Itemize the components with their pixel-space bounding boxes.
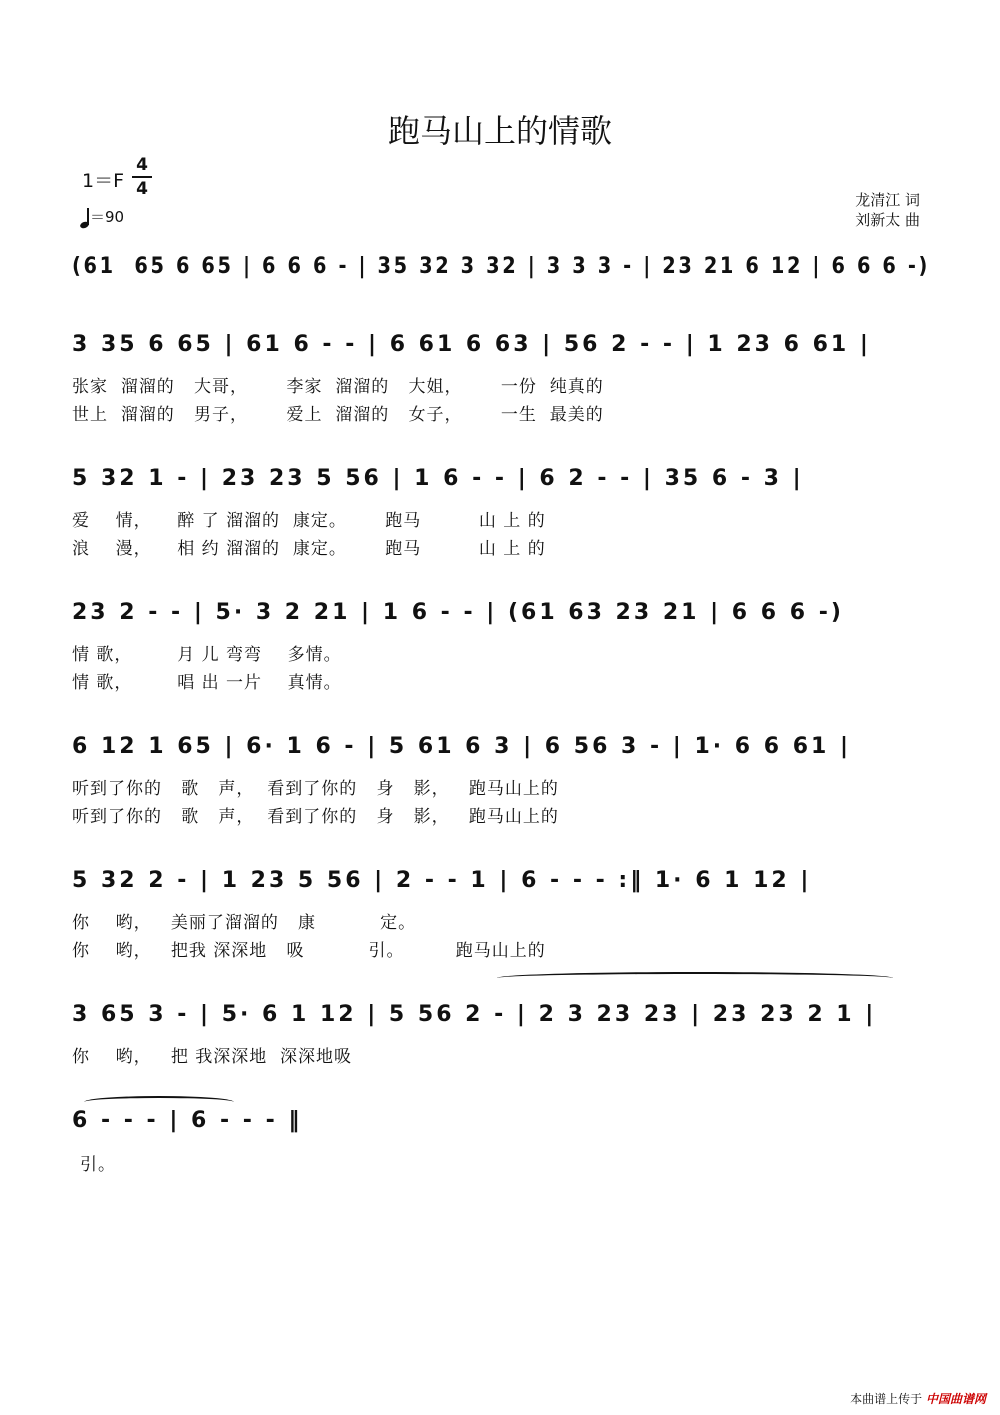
notes-text: 3 65 3 - | 5· 6 1 12 | 5 56 2 - | 2 3 23 23 | 23 23 2 1 | xyxy=(72,1002,877,1027)
lyric-verse-1: 你 哟， 美丽了溜溜的 康 定。 xyxy=(72,913,417,933)
lyric-verse-2: 情 歌， 唱 出 一片 真情。 xyxy=(72,673,342,693)
tempo-value: ＝90 xyxy=(90,208,125,226)
lyric-verse-2: 世上 溜溜的 男子， 爱上 溜溜的 女子， 一生 最美的 xyxy=(72,405,604,425)
lyric-verse-1: 情 歌， 月 儿 弯弯 多情。 xyxy=(72,645,342,665)
notes-text: 6 - - - | 6 - - - ‖ xyxy=(72,1108,303,1133)
footer-credit xyxy=(850,1390,986,1407)
lyricist-credit: 龙清江 词 xyxy=(855,191,920,209)
lyric-verse-2: 听到了你的 歌 声， 看到了你的 身 影， 跑马山上的 xyxy=(72,807,559,827)
lyric-verse-1: 张家 溜溜的 大哥， 李家 溜溜的 大姐， 一份 纯真的 xyxy=(72,377,604,397)
notation-line xyxy=(72,868,930,910)
notes-text: 6 12 1 65 | 6· 1 6 - | 5 61 6 3 | 6 56 3 - | 1· 6 6 61 | xyxy=(72,734,852,759)
time-sig-top: 4 xyxy=(136,155,148,175)
notation-line xyxy=(72,734,930,776)
song-title: 跑马山上的情歌 xyxy=(387,112,612,150)
notation-line xyxy=(72,254,930,296)
long-slur xyxy=(497,972,893,984)
time-sig-bottom: 4 xyxy=(136,179,148,199)
lyric-verse-1: 爱 情， 醉 了 溜溜的 康定。 跑马 山 上 的 xyxy=(72,511,546,531)
tie xyxy=(84,1096,234,1108)
notes-text: 5 32 2 - | 1 23 5 56 | 2 - - 1 | 6 - - - :‖ 1· 6 1 12 | xyxy=(72,868,812,893)
tempo-marking xyxy=(80,206,124,228)
notes-text: (61 65 6 65 | 6 6 6 - | 35 32 3 32 | 3 3 3 - | 23 21 6 12 | 6 6 6 -) xyxy=(72,254,931,279)
notes-text: 3 35 6 65 | 61 6 - - | 6 61 6 63 | 56 2 - - | 1 23 6 61 | xyxy=(72,332,871,357)
notes-text: 23 2 - - | 5· 3 2 21 | 1 6 - - | (61 63 23 21 | 6 6 6 -) xyxy=(72,600,844,625)
lyric-verse-2: 你 哟， 把我 深深地 吸 引。 跑马山上的 xyxy=(72,941,546,961)
lyric-verse-2: 浪 漫， 相 约 溜溜的 康定。 跑马 山 上 的 xyxy=(72,539,546,559)
time-signature xyxy=(131,154,153,200)
lyric-verse-1: 引。 xyxy=(80,1155,116,1175)
footer-text: 本曲谱上传于 xyxy=(850,1392,923,1406)
quarter-note-icon xyxy=(80,208,90,228)
notes-text: 5 32 1 - | 23 23 5 56 | 1 6 - - | 6 2 - - | 35 6 - 3 | xyxy=(72,466,804,491)
composer-credit: 刘新太 曲 xyxy=(855,211,920,229)
notation-line xyxy=(72,1002,930,1044)
notation-line xyxy=(72,600,930,642)
notation-line xyxy=(72,466,930,508)
key-signature: 1＝F xyxy=(82,170,125,192)
lyric-verse-1: 听到了你的 歌 声， 看到了你的 身 影， 跑马山上的 xyxy=(72,779,559,799)
site-logo: 中国曲谱网 xyxy=(925,1392,986,1406)
lyric-verse-1: 你 哟， 把 我深深地 深深地吸 xyxy=(72,1047,353,1067)
notation-line xyxy=(72,1108,930,1150)
notation-line xyxy=(72,332,930,374)
